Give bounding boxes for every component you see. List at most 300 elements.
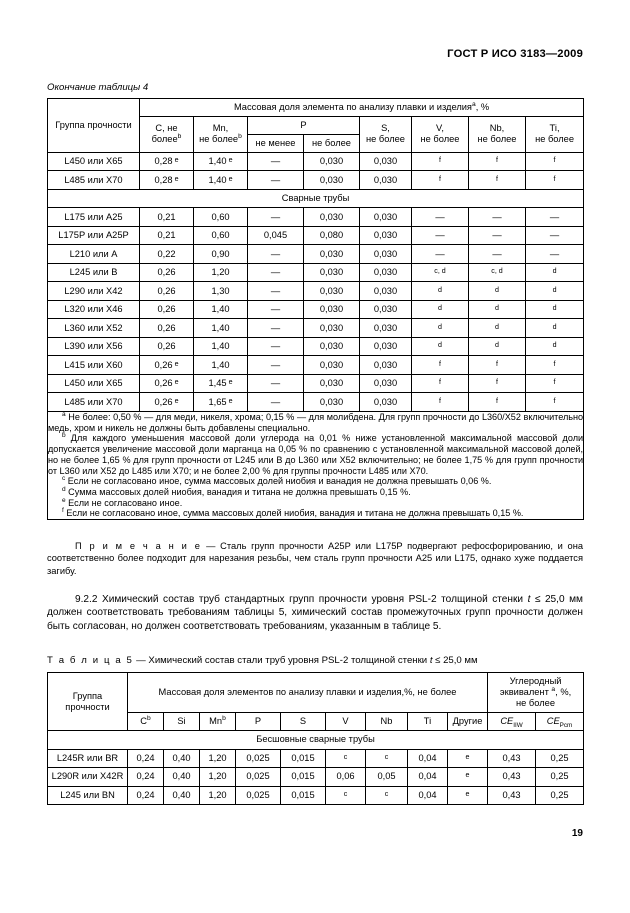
cell-mn-value: 1,40: [208, 156, 227, 167]
table5-col-group: [48, 673, 128, 731]
cell-ti: [526, 282, 584, 301]
ce-pcm-label: CE: [546, 716, 560, 727]
cell-v-footnote-mark: f: [439, 174, 441, 183]
cell-nb-value: —: [492, 230, 502, 241]
cell-group: [48, 171, 140, 190]
ce-label1: Углеродный: [509, 676, 562, 687]
cell-mn-value: 1,45: [208, 378, 227, 389]
cell-nb: [366, 786, 408, 805]
cell-nb: [366, 768, 408, 787]
cell-mn-value: 1,40: [211, 322, 230, 333]
table4-col-mn: [194, 116, 248, 152]
cell-mn: [194, 356, 248, 375]
cell-s: [281, 768, 326, 787]
ce-label2b: , %,: [555, 687, 572, 698]
table-row: [48, 786, 584, 805]
cell-group: [48, 356, 140, 375]
cell-p-min-value: —: [270, 304, 281, 315]
table-row: [48, 152, 584, 171]
table-row: [48, 768, 584, 787]
cell-p-max: [304, 208, 360, 227]
cell-mn: [200, 786, 236, 805]
cell-nb: [469, 282, 526, 301]
cell-mn-value: 1,40: [211, 304, 230, 315]
cell-p-min-value: —: [270, 285, 281, 296]
cell-p-min-value: —: [270, 267, 281, 278]
cell-mn: [194, 337, 248, 356]
cell-p-max: [304, 282, 360, 301]
cell-p-min: [248, 337, 304, 356]
cell-s: [360, 263, 412, 282]
cell-p-min: [248, 245, 304, 264]
table-row: [48, 337, 584, 356]
cell-other: [448, 749, 488, 768]
cell-ti: [526, 226, 584, 245]
c-sup: b: [177, 133, 182, 141]
table-row: [48, 226, 584, 245]
cell-s: [360, 393, 412, 412]
cell-s-value: 0,030: [373, 378, 398, 389]
cell-s-value: 0,030: [373, 396, 398, 407]
cell-ti-value: —: [549, 230, 560, 241]
cell-ce-pcm-value: 0,25: [550, 752, 569, 763]
footnote-mark: c: [62, 475, 66, 483]
table5-caption-text2: ≤ 25,0 мм: [432, 655, 478, 667]
clause-9-2-2: [47, 593, 583, 633]
cell-s-value: 0,030: [373, 174, 398, 185]
cell-mn-value: 0,60: [211, 211, 230, 222]
cell-v-footnote-mark: c: [343, 752, 348, 761]
cell-c: [140, 208, 194, 227]
cell-c: [140, 282, 194, 301]
cell-v-footnote-mark: f: [439, 396, 441, 405]
cell-s: [360, 337, 412, 356]
cell-nb: [366, 749, 408, 768]
cell-nb-footnote-mark: d: [495, 304, 499, 313]
cell-mn: [194, 152, 248, 171]
nb-label2: не более: [477, 134, 517, 145]
cell-p: [236, 786, 281, 805]
cell-mn: [200, 749, 236, 768]
massfraction-text: Массовая доля элемента по анализу плавки и изделия: [233, 102, 472, 112]
table5-col-v: V: [326, 713, 366, 731]
cell-group: [48, 152, 140, 171]
cell-ti: [526, 263, 584, 282]
cell-p-value: 0,025: [246, 789, 270, 800]
cell-c-value: 0,24: [136, 752, 155, 763]
cell-other: [448, 786, 488, 805]
table5-col-p: P: [236, 713, 281, 731]
cell-p-max-value: 0,030: [319, 341, 344, 352]
cell-nb-footnote-mark: f: [496, 378, 498, 387]
footnote-e: [48, 498, 583, 509]
cell-c-footnote-mark: e: [172, 378, 179, 387]
footnote-text: Если не согласовано иное.: [65, 497, 183, 508]
table4-header-row-1: [48, 99, 584, 117]
table4-caption: Окончание таблицы 4: [47, 82, 149, 93]
cell-ti-footnote-mark: d: [552, 304, 557, 313]
cell-si-value: 0,40: [172, 752, 191, 763]
cell-ce-iiw: [488, 768, 536, 787]
cell-c-value: 0,24: [136, 771, 155, 782]
mn-sup: b: [238, 133, 242, 141]
table5-col-other: Другие: [448, 713, 488, 731]
cell-s: [360, 171, 412, 190]
cell-ti: [408, 768, 448, 787]
cell-s-value: 0,030: [373, 267, 398, 278]
cell-p-max: [304, 356, 360, 375]
cell-group: [48, 245, 140, 264]
cell-p-max-value: 0,030: [319, 267, 344, 278]
mn-label: Mn,: [212, 123, 229, 134]
cell-s: [360, 374, 412, 393]
ce-label2: эквивалент: [499, 687, 549, 698]
cell-ti-value: 0,04: [418, 789, 437, 800]
nb-label: Nb,: [489, 123, 505, 134]
cell-v-footnote-mark: d: [438, 285, 442, 294]
table4-col-massfraction: [140, 99, 584, 117]
note-text: Сталь групп прочности A25P или L175P подвергают рефосфорированию, и она соответственно более подходит для нарезания резьбы, чем сталь групп прочности A25 или L175, однако хуже поддается загибу.: [47, 541, 583, 576]
massfraction-unit: , %: [475, 102, 490, 112]
footnote-text: Если не согласовано иное, сумма массовых долей ниобия и ванадия не должна превышать 0,06 %.: [65, 476, 492, 487]
cell-ti: [526, 356, 584, 375]
cell-mn: [194, 208, 248, 227]
cell-group: [48, 749, 128, 768]
cell-mn-value: 1,20: [208, 771, 227, 782]
table5-caption-label: Т а б л и ц а 5: [47, 655, 134, 667]
cell-ti: [408, 749, 448, 768]
cell-mn: [194, 226, 248, 245]
cell-v-footnote-mark: c: [343, 789, 348, 798]
cell-c: [128, 768, 164, 787]
cell-s-value: 0,015: [291, 752, 315, 763]
table-row: [48, 749, 584, 768]
table-row: [48, 356, 584, 375]
cell-c-value: 0,28: [154, 156, 173, 167]
cell-p-max: [304, 263, 360, 282]
cell-p-max-value: 0,030: [319, 156, 344, 167]
cell-nb: [469, 171, 526, 190]
cell-p-max-value: 0,030: [319, 211, 344, 222]
table-5: [47, 672, 584, 805]
table5-col-nb: Nb: [366, 713, 408, 731]
cell-ti-footnote-mark: d: [552, 341, 557, 350]
cell-nb-value: —: [492, 248, 502, 259]
cell-group-value: L290 или X42: [64, 285, 123, 296]
table5-body: [48, 749, 584, 805]
c-label: C: [140, 716, 147, 727]
cell-v: [412, 152, 469, 171]
cell-p-min-value: —: [270, 341, 281, 352]
cell-p-min-value: —: [270, 211, 281, 222]
cell-ti: [526, 319, 584, 338]
page-number: 19: [571, 828, 583, 839]
cell-p-max-value: 0,030: [319, 304, 344, 315]
cell-si-value: 0,40: [172, 771, 191, 782]
table-row: [48, 374, 584, 393]
table4-section-welded: Сварные трубы: [48, 189, 584, 208]
cell-ti: [526, 393, 584, 412]
table5-section-header: [48, 731, 584, 750]
cell-p-max: [304, 374, 360, 393]
cell-nb: [469, 226, 526, 245]
cell-other-footnote-mark: e: [465, 789, 470, 798]
cell-c-value: 0,28: [154, 174, 173, 185]
cell-si: [164, 768, 200, 787]
table-row: [48, 282, 584, 301]
cell-c-value: 0,26: [157, 285, 176, 296]
cell-mn: [194, 319, 248, 338]
table-row: [48, 300, 584, 319]
cell-mn: [194, 374, 248, 393]
cell-mn: [194, 300, 248, 319]
cell-v: [412, 282, 469, 301]
cell-nb: [469, 245, 526, 264]
cell-v: [412, 226, 469, 245]
table-row: [48, 263, 584, 282]
table4-col-p-max: не более: [304, 134, 360, 152]
cell-s: [360, 245, 412, 264]
cell-mn: [194, 245, 248, 264]
cell-ce-pcm: [536, 749, 584, 768]
cell-v: [412, 208, 469, 227]
cell-c-value: 0,26: [154, 359, 173, 370]
cell-nb-footnote-mark: d: [495, 341, 499, 350]
cell-group-value: L450 или X65: [64, 378, 123, 389]
cell-group-value: L450 или X65: [64, 156, 123, 167]
cell-group: [48, 786, 128, 805]
footnote-f: [48, 508, 583, 519]
cell-c-footnote-mark: e: [172, 396, 179, 405]
footnote-b: [48, 433, 583, 476]
cell-c-value: 0,26: [157, 322, 176, 333]
cell-nb-value: 0,05: [377, 771, 396, 782]
cell-group-value: L245 или B: [69, 267, 118, 278]
cell-mn-footnote-mark: e: [226, 156, 233, 165]
cell-mn: [194, 393, 248, 412]
table4-col-nb: [469, 116, 526, 152]
cell-group-value: L245 или BN: [60, 789, 115, 800]
cell-group-value: L415 или X60: [64, 359, 123, 370]
cell-v-footnote-mark: f: [439, 378, 441, 387]
table-row: [48, 393, 584, 412]
table5-col-ce-pcm: [536, 713, 584, 731]
cell-p-max-value: 0,030: [319, 285, 344, 296]
cell-p-min-value: —: [270, 378, 281, 389]
cell-group-value: L390 или X56: [64, 341, 123, 352]
cell-group-value: L175P или A25P: [58, 230, 129, 241]
cell-mn-value: 1,30: [211, 285, 230, 296]
table-row: [48, 319, 584, 338]
cell-ce-pcm: [536, 768, 584, 787]
cell-v-footnote-mark: c, d: [434, 267, 446, 276]
footnote-mark: f: [62, 507, 64, 515]
cell-c-value: 0,21: [157, 211, 176, 222]
cell-nb-footnote-mark: f: [496, 359, 498, 368]
cell-group: [48, 319, 140, 338]
cell-ce-iiw-value: 0,43: [502, 789, 521, 800]
cell-group-value: L360 или X52: [64, 322, 123, 333]
cell-p-max-value: 0,030: [319, 396, 344, 407]
cell-c: [140, 393, 194, 412]
cell-group: [48, 374, 140, 393]
cell-nb: [469, 356, 526, 375]
table4-body-top: [48, 152, 584, 189]
table4-col-group: Группа прочности: [48, 99, 140, 153]
cell-nb-footnote-mark: c, d: [491, 267, 503, 276]
cell-nb: [469, 319, 526, 338]
cell-c: [140, 263, 194, 282]
cell-p-min: [248, 356, 304, 375]
ce-label3: не более: [516, 698, 555, 709]
cell-group: [48, 208, 140, 227]
cell-other-footnote-mark: e: [465, 771, 470, 780]
cell-s: [360, 356, 412, 375]
cell-v: [412, 356, 469, 375]
cell-p-min: [248, 171, 304, 190]
table4-section-header: [48, 189, 584, 208]
cell-ti: [526, 208, 584, 227]
table4-col-p-min: не менее: [248, 134, 304, 152]
mn-label2: не более: [199, 134, 239, 145]
cell-p-min-value: —: [270, 174, 281, 185]
cell-p-value: 0,025: [246, 771, 270, 782]
cell-p-max-value: 0,030: [319, 378, 344, 389]
table-4: [47, 98, 584, 520]
cell-ti: [526, 245, 584, 264]
cell-nb: [469, 374, 526, 393]
cell-s-value: 0,030: [373, 230, 398, 241]
cell-mn-value: 1,40: [211, 359, 230, 370]
cell-mn-value: 1,65: [208, 396, 227, 407]
cell-c-value: 0,26: [157, 341, 176, 352]
cell-mn-footnote-mark: e: [226, 174, 233, 183]
cell-ti-footnote-mark: f: [553, 174, 556, 183]
cell-mn-value: 0,90: [211, 248, 230, 259]
cell-ti-value: —: [549, 211, 560, 222]
cell-v: [326, 768, 366, 787]
ce-iiw-label: CE: [500, 716, 514, 727]
footnote-c: [48, 476, 583, 487]
cell-ti: [526, 337, 584, 356]
cell-s-value: 0,030: [373, 285, 398, 296]
v-label2: не более: [420, 134, 460, 145]
cell-p-max: [304, 393, 360, 412]
c-sup: b: [146, 714, 151, 722]
cell-group: [48, 768, 128, 787]
ce-pcm-sub: Pcm: [559, 721, 573, 729]
cell-v-value: —: [435, 211, 445, 222]
cell-group-value: L210 или A: [69, 248, 118, 259]
mn-label: Mn: [209, 716, 223, 727]
cell-mn-value: 1,20: [211, 267, 230, 278]
table4-footnotes-cell: [48, 411, 584, 519]
cell-mn: [200, 768, 236, 787]
cell-p-max: [304, 300, 360, 319]
cell-s-value: 0,030: [373, 156, 398, 167]
cell-c: [140, 245, 194, 264]
cell-p: [236, 749, 281, 768]
cell-nb: [469, 337, 526, 356]
cell-c: [128, 786, 164, 805]
cell-p-max: [304, 245, 360, 264]
cell-p-max: [304, 152, 360, 171]
cell-mn: [194, 263, 248, 282]
cell-ce-iiw-value: 0,43: [502, 752, 521, 763]
cell-group-value: L485 или X70: [64, 174, 123, 185]
note-dash: —: [201, 541, 221, 552]
table5-caption-text1: Химический состав стали труб уровня PSL-2 толщиной стенки: [148, 655, 430, 667]
cell-c: [140, 356, 194, 375]
cell-c: [140, 337, 194, 356]
ce-sup: a: [551, 686, 556, 694]
footnote-mark: b: [62, 432, 66, 440]
cell-c-value: 0,26: [157, 267, 176, 278]
clause-number: 9.2.2: [75, 593, 98, 605]
table5-caption-dash: —: [133, 655, 149, 667]
cell-p-max: [304, 319, 360, 338]
cell-ti-value: 0,04: [418, 771, 437, 782]
cell-s: [360, 226, 412, 245]
cell-v-value: —: [435, 230, 445, 241]
cell-v: [412, 319, 469, 338]
cell-v-footnote-mark: d: [438, 322, 442, 331]
clause-text-2: ≤ 25,0 мм должен соответствовать требованиям таблицы 5, химический состав промежуточных групп прочности должен быть согласован, но должен соответствовать требованиям, указанным в таблице 5.: [47, 593, 583, 632]
cell-c: [140, 226, 194, 245]
cell-ti-footnote-mark: f: [553, 378, 556, 387]
cell-v: [412, 263, 469, 282]
table5-col-ti: Ti: [408, 713, 448, 731]
cell-v-footnote-mark: d: [438, 341, 442, 350]
cell-other: [448, 768, 488, 787]
cell-s-value: 0,030: [373, 304, 398, 315]
cell-s: [360, 282, 412, 301]
cell-c: [140, 171, 194, 190]
cell-p: [236, 768, 281, 787]
cell-v-footnote-mark: f: [439, 359, 441, 368]
cell-si: [164, 786, 200, 805]
cell-p-min-value: —: [270, 359, 281, 370]
cell-p-min: [248, 393, 304, 412]
cell-nb: [469, 263, 526, 282]
cell-ce-pcm-value: 0,25: [550, 771, 569, 782]
cell-si-value: 0,40: [172, 789, 191, 800]
cell-group-value: L485 или X70: [64, 396, 123, 407]
cell-group: [48, 226, 140, 245]
cell-mn-value: 1,20: [208, 752, 227, 763]
cell-v-footnote-mark: f: [439, 156, 441, 165]
cell-nb: [469, 393, 526, 412]
cell-s: [281, 749, 326, 768]
cell-group-value: L245R или BR: [56, 752, 119, 763]
cell-c: [140, 374, 194, 393]
cell-v-value: —: [435, 248, 445, 259]
cell-ti: [526, 152, 584, 171]
cell-v: [412, 337, 469, 356]
cell-nb-value: —: [492, 211, 502, 222]
table5-header-row-1: [48, 673, 584, 713]
cell-p-min: [248, 282, 304, 301]
cell-p-min: [248, 319, 304, 338]
table4-col-v: [412, 116, 469, 152]
cell-p-min-value: —: [270, 322, 281, 333]
cell-c-value: 0,24: [136, 789, 155, 800]
ti-label2: не более: [535, 134, 575, 145]
cell-p-max-value: 0,030: [319, 322, 344, 333]
footnote-text: Если не согласовано иное, сумма массовых долей ниобия, ванадия и титана не должна превышать 0,15 %.: [63, 508, 524, 519]
footnote-mark: a: [62, 410, 66, 418]
table5-col-c: [128, 713, 164, 731]
